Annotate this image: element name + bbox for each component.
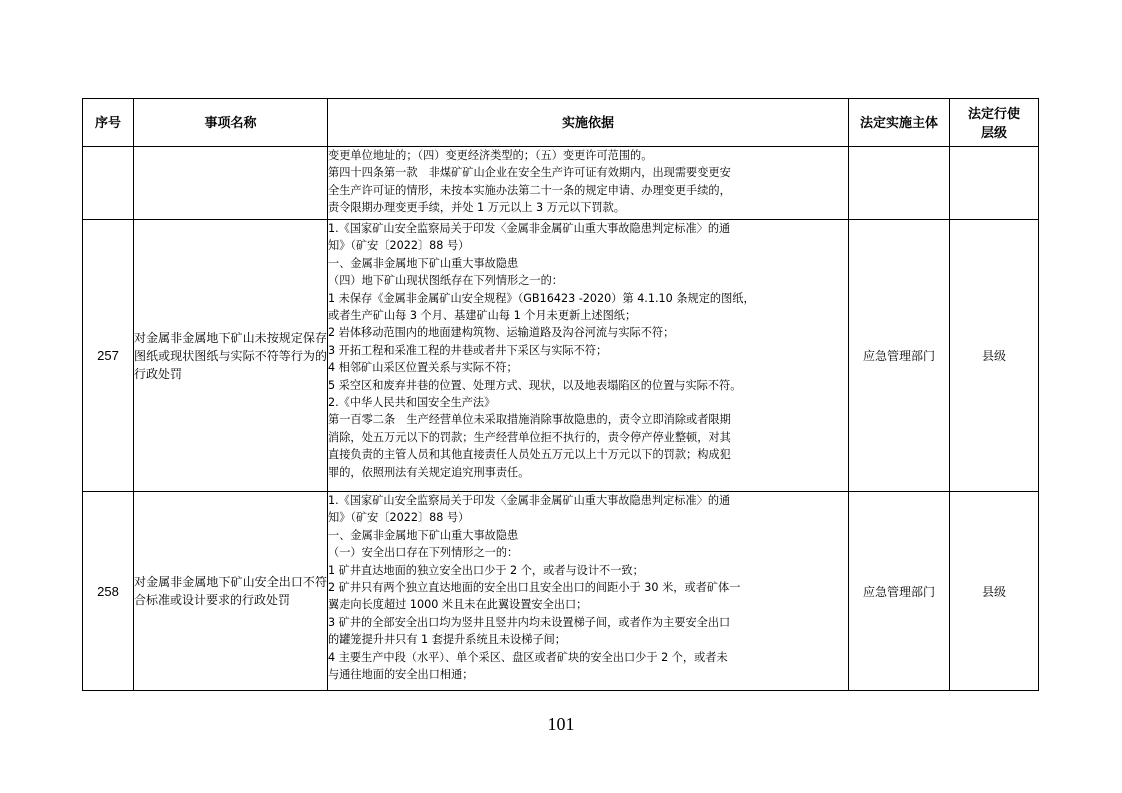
basis-line: 1.《国家矿山安全监察局关于印发〈金属非金属矿山重大事故隐患判定标准〉的通 [328, 494, 731, 507]
row-level: 县级 [950, 220, 1039, 492]
basis-line: 第一百零二条 生产经营单位未采取措施消除事故隐患的，责令立即消除或者限期 [328, 413, 731, 427]
basis-line: 4 主要生产中段（水平）、单个采区、盘区或者矿块的安全出口少于 2 个，或者未 [328, 650, 728, 664]
basis-line: 3 开拓工程和采准工程的井巷或者井下采区与实际不符； [328, 343, 608, 357]
continuation-subject-cell [849, 147, 950, 220]
basis-line: 2 矿井只有两个独立直达地面的安全出口且安全出口的间距小于 30 米，或者矿体一 [328, 581, 741, 595]
row-basis [328, 492, 849, 691]
basis-line: 消除，处五万元以下的罚款；生产经营单位拒不执行的，责令停产停业整顿，对其 [328, 430, 731, 444]
table-row [83, 220, 1039, 492]
basis-line: 2.《中华人民共和国安全生产法》 [328, 396, 496, 410]
basis-line: 变更单位地址的；（四）变更经济类型的；（五）变更许可范围的。 [328, 149, 653, 162]
page-number: 101 [547, 714, 575, 734]
header-level [950, 99, 1039, 147]
table-header-row [83, 99, 1039, 147]
header-level-text: 法定行使层级 [967, 105, 1020, 140]
row-number: 258 [83, 492, 134, 691]
basis-line: 直接负责的主管人员和其他直接责任人员处五万元以上十万元以下的罚款；构成犯 [328, 448, 731, 462]
basis-line: 知》（矿安〔2022〕88 号） [328, 239, 470, 253]
basis-line: 或者生产矿山每 3 个月、基建矿山每 1 个月未更新上述图纸； [328, 309, 637, 323]
header-item-name: 事项名称 [134, 99, 328, 147]
penalty-items-table [82, 98, 1039, 691]
basis-line: 责令限期办理变更手续，并处 1 万元以上 3 万元以下罚款。 [328, 201, 625, 215]
continuation-level-cell [950, 147, 1039, 220]
basis-line: 1 矿井直达地面的独立安全出口少于 2 个，或者与设计不一致； [328, 563, 644, 577]
row-basis [328, 220, 849, 492]
basis-line: （四）地下矿山现状图纸存在下列情形之一的： [328, 274, 563, 288]
row-subject: 应急管理部门 [849, 220, 950, 492]
basis-line: 知》（矿安〔2022〕88 号） [328, 511, 470, 525]
basis-line: 全生产许可证的情形，未按本实施办法第二十一条的规定申请、办理变更手续的， [328, 183, 731, 197]
basis-line: 与通往地面的安全出口相通； [328, 668, 474, 682]
basis-line: 翼走向长度超过 1000 米且未在此翼设置安全出口； [328, 598, 588, 612]
basis-line: 罪的，依照刑法有关规定追究刑事责任。 [328, 465, 530, 479]
basis-line: 的罐笼提升井只有 1 套提升系统且未设梯子间； [328, 633, 566, 647]
basis-line: 1.《国家矿山安全监察局关于印发〈金属非金属矿山重大事故隐患判定标准〉的通 [328, 222, 731, 235]
row-item-name: 对金属非金属地下矿山安全出口不符合标准或设计要求的行政处罚 [134, 492, 328, 691]
basis-line: 一、金属非金属地下矿山重大事故隐患 [328, 256, 519, 270]
basis-line: 1 未保存《金属非金属矿山安全规程》（GB16423 -2020）第 4.1.10 条规定的图纸， [328, 291, 755, 305]
header-subject: 法定实施主体 [849, 99, 950, 147]
row-number: 257 [83, 220, 134, 492]
continuation-name-cell [134, 147, 328, 220]
header-number: 序号 [83, 99, 134, 147]
continuation-number-cell [83, 147, 134, 220]
row-level: 县级 [950, 492, 1039, 691]
row-item-name: 对金属非金属地下矿山未按规定保存图纸或现状图纸与实际不符等行为的行政处罚 [134, 220, 328, 492]
basis-line: 5 采空区和废弃井巷的位置、处理方式、现状，以及地表塌陷区的位置与实际不符。 [328, 378, 742, 392]
header-basis: 实施依据 [328, 99, 849, 147]
basis-line: 4 相邻矿山采区位置关系与实际不符； [328, 361, 518, 375]
continuation-basis-cell [328, 147, 849, 220]
table-row [83, 492, 1039, 691]
basis-line: 第四十四条第一款 非煤矿矿山企业在安全生产许可证有效期内，出现需要变更安 [328, 166, 731, 180]
basis-line: （一）安全出口存在下列情形之一的： [328, 546, 519, 560]
basis-line: 3 矿井的全部安全出口均为竖井且竖井内均未设置梯子间，或者作为主要安全出口 [328, 615, 731, 629]
basis-line: 一、金属非金属地下矿山重大事故隐患 [328, 528, 519, 542]
row-subject: 应急管理部门 [849, 492, 950, 691]
basis-line: 2 岩体移动范围内的地面建构筑物、运输道路及沟谷河流与实际不符； [328, 326, 675, 340]
table-row-continuation [83, 147, 1039, 220]
